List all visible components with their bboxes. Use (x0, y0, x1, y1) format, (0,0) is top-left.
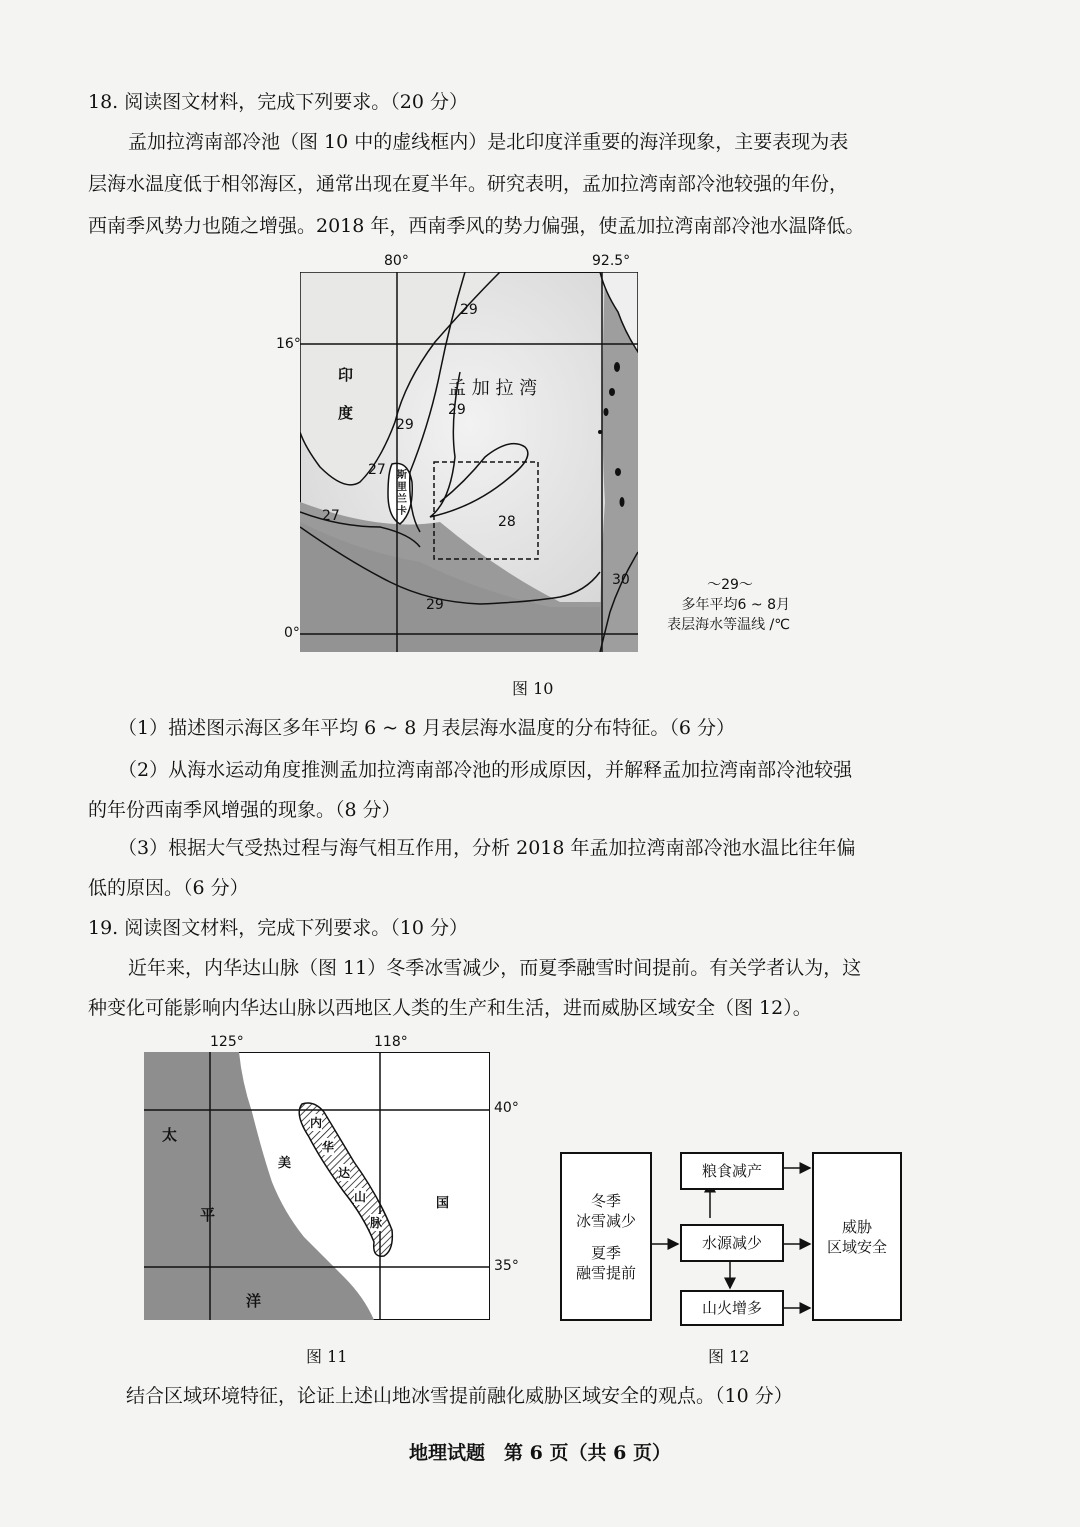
lat-label-40: 40° (494, 1100, 519, 1116)
lon-label-118: 118° (374, 1034, 408, 1050)
lon-label-92-5: 92.5° (592, 253, 631, 269)
label-sri-lanka: 斯 里 兰 卡 (397, 470, 407, 517)
legend-isotherm (640, 574, 790, 634)
box-food-decline: 粮食减产 (680, 1152, 784, 1190)
isotherm-label-29: 29 (448, 402, 466, 418)
box-snow-decline: 冬季 冰雪减少 夏季 融雪提前 (560, 1152, 652, 1321)
q19-task: 结合区域环境特征，论证上述山地冰雪提前融化威胁区域安全的观点。（10 分） (126, 1385, 793, 1407)
q18-paragraph-line: 西南季风势力也随之增强。2018 年，西南季风的势力偏强，使孟加拉湾南部冷池水温降低。 (88, 215, 865, 237)
figure-12-diagram (560, 1148, 900, 1323)
label-range-5: 脉 (370, 1216, 383, 1230)
q18-subquestion-2: （2）从海水运动角度推测孟加拉湾南部冷池的形成原因，并解释孟加拉湾南部冷池较强 (118, 759, 853, 781)
label-range-1: 内 (310, 1116, 323, 1130)
figure-11-caption: 图 11 (306, 1347, 348, 1366)
label-range-3: 达 (338, 1166, 351, 1180)
isotherm-label-29: 29 (460, 302, 478, 318)
lat-label-0: 0° (284, 625, 300, 641)
q18-heading: 18. 阅读图文材料，完成下列要求。（20 分） (88, 91, 468, 113)
box-regional-security: 威胁 区域安全 (812, 1152, 902, 1321)
label-usa-1: 美 (278, 1156, 292, 1171)
label-range-2: 华 (322, 1140, 335, 1154)
q18-subquestion-3-cont: 低的原因。（6 分） (88, 877, 249, 899)
isotherm-label-28: 28 (498, 514, 516, 530)
q19-heading: 19. 阅读图文材料，完成下列要求。（10 分） (88, 917, 468, 939)
isotherm-label-27: 27 (368, 462, 386, 478)
isotherm-label-27: 27 (322, 508, 340, 524)
isotherm-label-29: 29 (426, 597, 444, 613)
legend-sample-line: ～29～ (707, 577, 753, 593)
q19-paragraph-line: 种变化可能影响内华达山脉以西地区人类的生产和生活，进而威胁区域安全（图 12）。 (88, 997, 812, 1019)
figure-11-map (144, 1052, 490, 1320)
lat-label-16: 16° (276, 336, 301, 352)
legend-text-1: 多年平均6 ~ 8月 (681, 597, 790, 613)
label-range-4: 山 (354, 1190, 367, 1204)
lon-label-80: 80° (384, 253, 409, 269)
q19-paragraph-line: 近年来，内华达山脉（图 11）冬季冰雪减少，而夏季融雪时间提前。有关学者认为，这 (128, 957, 862, 979)
label-india-2: 度 (338, 404, 354, 422)
box-wildfire-increase: 山火增多 (680, 1290, 784, 1326)
label-india-1: 印 (338, 366, 354, 384)
nevada-map (144, 1052, 490, 1320)
q18-paragraph-line: 层海水温度低于相邻海区，通常出现在夏半年。研究表明，孟加拉湾南部冷池较强的年份， (88, 173, 849, 195)
label-ocean-2: 平 (200, 1206, 216, 1224)
bay-of-bengal-map (300, 272, 638, 652)
q18-subquestion-1: （1）描述图示海区多年平均 6 ~ 8 月表层海水温度的分布特征。（6 分） (118, 717, 735, 739)
isotherm-label-29: 29 (396, 417, 414, 433)
figure-12-caption: 图 12 (708, 1347, 750, 1366)
lat-label-35: 35° (494, 1258, 519, 1274)
q18-paragraph-line: 孟加拉湾南部冷池（图 10 中的虚线框内）是北印度洋重要的海洋现象，主要表现为表 (128, 131, 849, 153)
q18-subquestion-3: （3）根据大气受热过程与海气相互作用，分析 2018 年孟加拉湾南部冷池水温比往年偏 (118, 837, 856, 859)
isotherm-label-30: 30 (612, 572, 630, 588)
q18-subquestion-2-cont: 的年份西南季风增强的现象。（8 分） (88, 799, 401, 821)
label-ocean-3: 洋 (246, 1292, 262, 1310)
label-ocean-1: 太 (162, 1126, 178, 1144)
page-footer: 地理试题 第 6 页（共 6 页） (409, 1442, 671, 1464)
lon-label-125: 125° (210, 1034, 244, 1050)
label-bay-of-bengal: 孟 加 拉 湾 (448, 378, 538, 399)
legend-text-2: 表层海水等温线 /℃ (667, 617, 790, 633)
box-water-decline: 水源减少 (680, 1224, 784, 1262)
figure-10-caption: 图 10 (512, 679, 554, 698)
figure-10-map (300, 272, 638, 652)
label-usa-2: 国 (436, 1196, 450, 1211)
